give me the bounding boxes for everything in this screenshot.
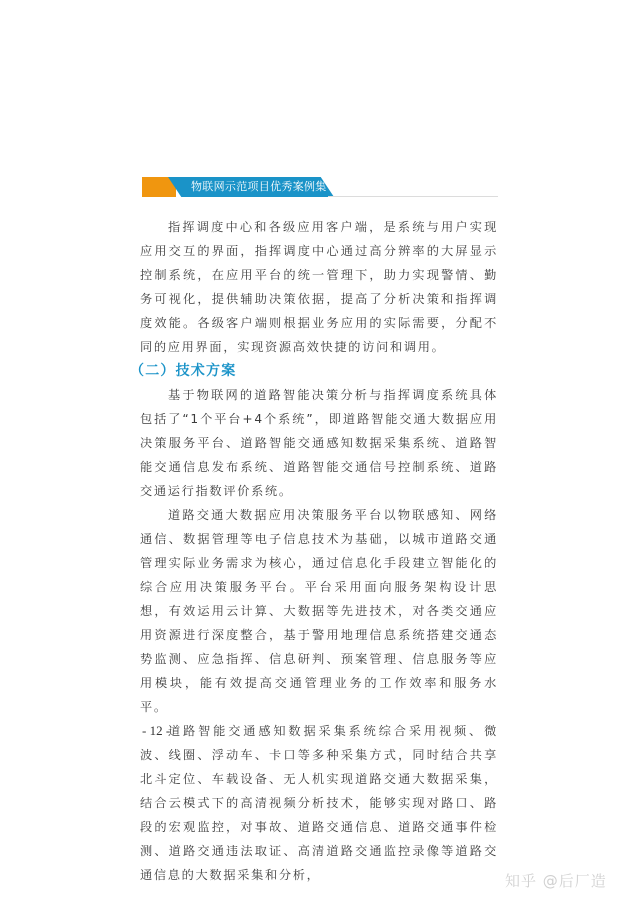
paragraph-system-overview: 基于物联网的道路智能决策分析与指挥调度系统具体包括了“1个平台+4个系统”，即道路智能交通大数据应用决策服务平台、道路智能交通感知数据采集系统、道路智能交通信息发布系统、道路智能交通信号控制系统、道路交通运行指数评价系统。: [140, 388, 498, 498]
paragraph-decision-platform: 道路交通大数据应用决策服务平台以物联感知、网络通信、数据管理等电子信息技术为基础，以城市道路交通管理实际业务需求为核心，通过信息化手段建立智能化的综合应用决策服务平台。平台采用面向服务架构设计思想，有效运用云计算、大数据等先进技术，对各类交通应用资源进行深度整合，基于警用地理信息系统搭建交通态势监测、应急指挥、信息研判、预案管理、信息服务等应用模块，能有效提高交通管理业务的工作效率和服务水平。: [140, 508, 498, 714]
paragraph-data-collection: 道路智能交通感知数据采集系统综合采用视频、微波、线圈、浮动车、卡口等多种采集方式，同时结合共享北斗定位、车载设备、无人机实现道路交通大数据采集，结合云模式下的高清视频分析技术，能够实现对路口、路段的宏观监控，对事故、道路交通信息、道路交通事件检测、道路交通违法取证、高清道路交通监控录像等道路交通信息的大数据采集和分析，: [140, 724, 498, 882]
header-banner: [142, 177, 498, 197]
watermark: 知乎 @后厂造: [505, 872, 607, 890]
paragraph-command-center: 指挥调度中心和各级应用客户端，是系统与用户实现应用交互的界面，指挥调度中心通过高分辨率的大屏显示控制系统，在应用平台的统一管理下，助力实现警情、勤务可视化，提供辅助决策依据，提高了分析决策和指挥调度效能。各级客户端则根据业务应用的实际需要，分配不同的应用界面，实现资源高效快捷的访问和调用。: [140, 220, 498, 354]
section-heading: （二）技术方案: [130, 363, 237, 379]
page-number: - 12 -: [142, 723, 171, 738]
banner-title: 物联网示范项目优秀案例集: [191, 180, 327, 193]
body-content: [130, 215, 498, 887]
banner-divider: [328, 196, 498, 197]
